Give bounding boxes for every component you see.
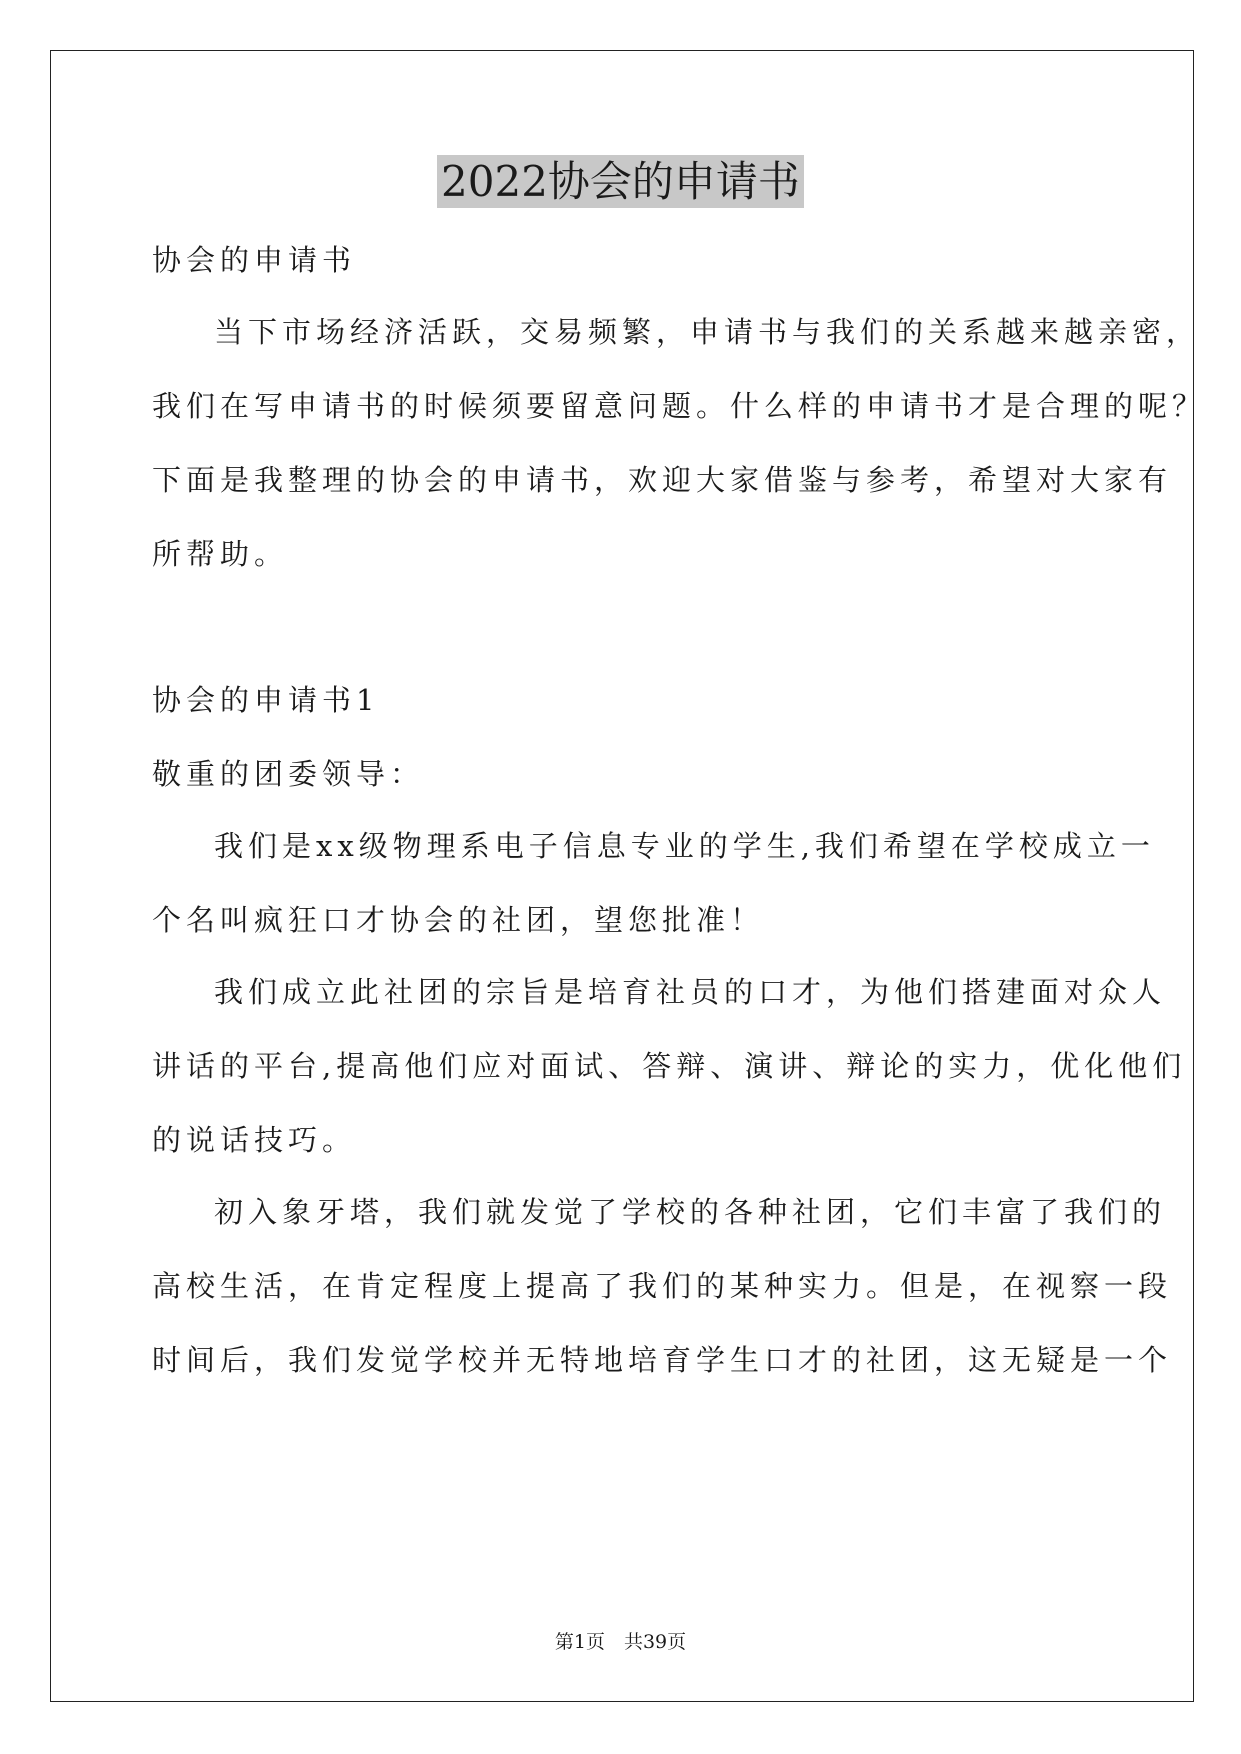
paragraph-line: 讲话的平台,提高他们应对面试、答辩、演讲、辩论的实力，优化他们 — [152, 1049, 1187, 1083]
paragraph-line: 我们成立此社团的宗旨是培育社员的口才，为他们搭建面对众人 — [214, 975, 1167, 1009]
section-heading: 协会的申请书1 — [152, 683, 380, 717]
paragraph-line: 当下市场经济活跃，交易频繁，申请书与我们的关系越来越亲密， — [214, 315, 1201, 349]
paragraph-line: 下面是我整理的协会的申请书，欢迎大家借鉴与参考，希望对大家有 — [152, 463, 1173, 497]
paragraph-line: 个名叫疯狂口才协会的社团，望您批准！ — [152, 903, 765, 937]
paragraph-line: 我们是xx级物理系电子信息专业的学生,我们希望在学校成立一 — [214, 829, 1155, 863]
section-heading: 协会的申请书 — [152, 243, 357, 277]
paragraph-line: 所帮助。 — [152, 537, 289, 571]
paragraph-line: 时间后，我们发觉学校并无特地培育学生口才的社团，这无疑是一个 — [152, 1343, 1173, 1377]
salutation: 敬重的团委领导： — [152, 757, 425, 791]
document-title — [0, 152, 1241, 212]
document-title-text: 2022协会的申请书 — [437, 155, 804, 208]
page-border — [50, 50, 1194, 1702]
paragraph-line: 的说话技巧。 — [152, 1123, 357, 1157]
paragraph-line: 初入象牙塔，我们就发觉了学校的各种社团，它们丰富了我们的 — [214, 1195, 1167, 1229]
paragraph-line: 我们在写申请书的时候须要留意问题。什么样的申请书才是合理的呢？ — [152, 389, 1207, 423]
page-footer: 第1页 共39页 — [554, 1631, 687, 1653]
paragraph-line: 高校生活，在肯定程度上提高了我们的某种实力。但是，在视察一段 — [152, 1269, 1173, 1303]
